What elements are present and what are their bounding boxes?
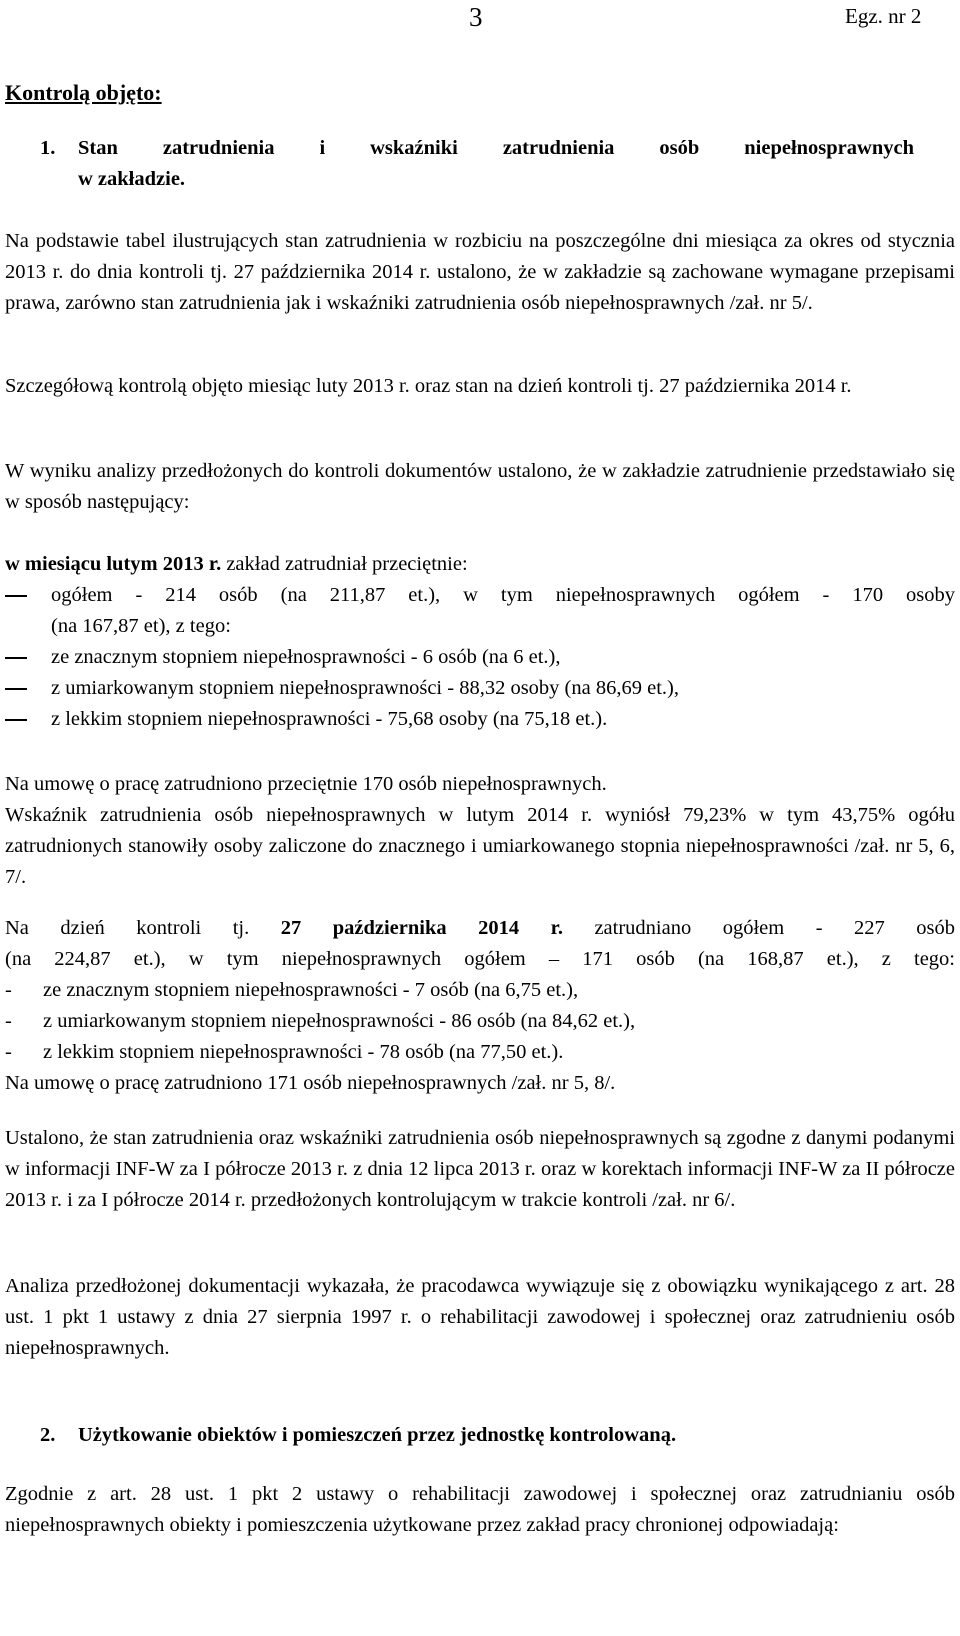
list-item [5, 642, 955, 673]
section-2-number: 2. [40, 1424, 56, 1446]
section-1-title-line2: w zakładzie. [78, 168, 186, 190]
section-1-heading [40, 133, 914, 195]
list-dash [5, 595, 27, 597]
february-list [5, 580, 955, 735]
paragraph-contract-feb: Na umowę o pracę zatrudniono przeciętnie 170 osób niepełnosprawnych. [5, 773, 607, 795]
list-dash [5, 657, 27, 659]
february-item-total-cont: (na 167,87 et), z tego: [51, 615, 231, 637]
page-number: 3 [469, 2, 483, 32]
paragraph-rate-feb: Wskaźnik zatrudnienia osób niepełnosprawnych w lutym 2014 r. wyniósł 79,23% w tym 43,75% ogółu zatrudnionych stanowiły osoby zaliczone do znacznego i umiarkowanego stopnia niepełnosprawności /zał. nr 5, 6, 7/. [5, 804, 955, 888]
paragraph-employment-tables: Na podstawie tabel ilustrujących stan zatrudnienia w rozbiciu na poszczególne dni miesiąca za okres od stycznia 2013 r. do dnia kontroli tj. 27 października 2014 r. ustalono, że w zakładzie są zachowane wymagane przepisami prawa, zarówno stan zatrudnienia jak i wskaźniki zatrudnienia osób niepełnosprawnych /zał. nr 5/. [5, 230, 955, 314]
february-lead-bold: w miesiącu lutym 2013 r. [5, 553, 222, 575]
october-summary: Na umowę o pracę zatrudniono 171 osób niepełnosprawnych /zał. nr 5, 8/. [5, 1072, 616, 1094]
february-item-total: ogółem - 214 osób (na 211,87 et.), w tym niepełnosprawnych ogółem - 170 osoby [51, 584, 955, 606]
october-lead-part1: Na dzień kontroli tj. [5, 917, 281, 939]
paragraph-obligation-fulfilled: Analiza przedłożonej dokumentacji wykazała, że pracodawca wywiązuje się z obowiązku wynikającego z art. 28 ust. 1 pkt 1 ustawy z dnia 27 sierpnia 1997 r. o rehabilitacji zawodowej i społecznej oraz zatrudnieniu osób niepełnosprawnych. [5, 1275, 955, 1359]
october-lead-bold: 27 października 2014 r. [280, 917, 563, 939]
copy-number-label: Egz. nr 2 [845, 4, 922, 28]
list-item [5, 1006, 635, 1037]
february-item-mild: z lekkim stopniem niepełnosprawności - 75,68 osoby (na 75,18 et.). [51, 708, 608, 730]
list-item [5, 975, 635, 1006]
list-item [5, 673, 955, 704]
list-dash: - [5, 979, 12, 1001]
paragraph-analysis-result: W wyniku analizy przedłożonych do kontroli dokumentów ustalono, że w zakładzie zatrudnienie przedstawiało się w sposób następujący: [5, 460, 955, 513]
october-lead-part2: zatrudniano ogółem - 227 osób [562, 917, 955, 939]
october-item-significant: ze znacznym stopniem niepełnosprawności - 7 osób (na 6,75 et.), [43, 979, 579, 1001]
list-item [5, 704, 955, 735]
february-item-significant: ze znacznym stopniem niepełnosprawności - 6 osób (na 6 et.), [51, 646, 561, 668]
section-1-number: 1. [40, 137, 56, 159]
list-dash [5, 719, 27, 721]
october-line2: (na 224,87 et.), w tym niepełnosprawnych ogółem – 171 osób (na 168,87 et.), z tego: [5, 948, 955, 970]
list-dash: - [5, 1041, 12, 1063]
october-item-mild: z lekkim stopniem niepełnosprawności - 78 osób (na 77,50 et.). [43, 1041, 564, 1063]
february-lead [5, 549, 468, 580]
section-2-heading [40, 1420, 676, 1451]
october-lead [5, 913, 955, 944]
february-lead-rest: zakład zatrudniał przeciętnie: [221, 553, 468, 575]
list-dash: - [5, 1010, 12, 1032]
control-scope-heading: Kontrolą objęto: [5, 80, 162, 105]
february-item-moderate: z umiarkowanym stopniem niepełnosprawności - 88,32 osoby (na 86,69 et.), [51, 677, 679, 699]
paragraph-detailed-scope: Szczegółową kontrolą objęto miesiąc luty 2013 r. oraz stan na dzień kontroli tj. 27 października 2014 r. [5, 375, 852, 397]
october-item-moderate: z umiarkowanym stopniem niepełnosprawności - 86 osób (na 84,62 et.), [43, 1010, 636, 1032]
paragraph-inf-w-compliance: Ustalono, że stan zatrudnienia oraz wskaźniki zatrudnienia osób niepełnosprawnych są zgodne z danymi podanymi w informacji INF-W za I półrocze 2013 r. z dnia 12 lipca 2013 r. oraz w korektach informacji INF-W za II półrocze 2013 r. i za I półrocze 2014 r. przedłożonych kontrolującym w trakcie kontroli /zał. nr 6/. [5, 1127, 955, 1211]
list-item [5, 1037, 635, 1068]
section-1-title-line1: Stan zatrudnienia i wskaźniki zatrudnienia osób niepełnosprawnych [78, 137, 914, 159]
section-2-title: Użytkowanie obiektów i pomieszczeń przez jednostkę kontrolowaną. [78, 1424, 677, 1446]
paragraph-premises-requirements: Zgodnie z art. 28 ust. 1 pkt 2 ustawy o rehabilitacji zawodowej i społecznej oraz zatrudnianiu osób niepełnosprawnych obiekty i pomieszczenia użytkowane przez zakład pracy chronionej odpowiadają: [5, 1483, 955, 1536]
list-item [5, 580, 955, 642]
october-list [5, 975, 635, 1099]
list-dash [5, 688, 27, 690]
